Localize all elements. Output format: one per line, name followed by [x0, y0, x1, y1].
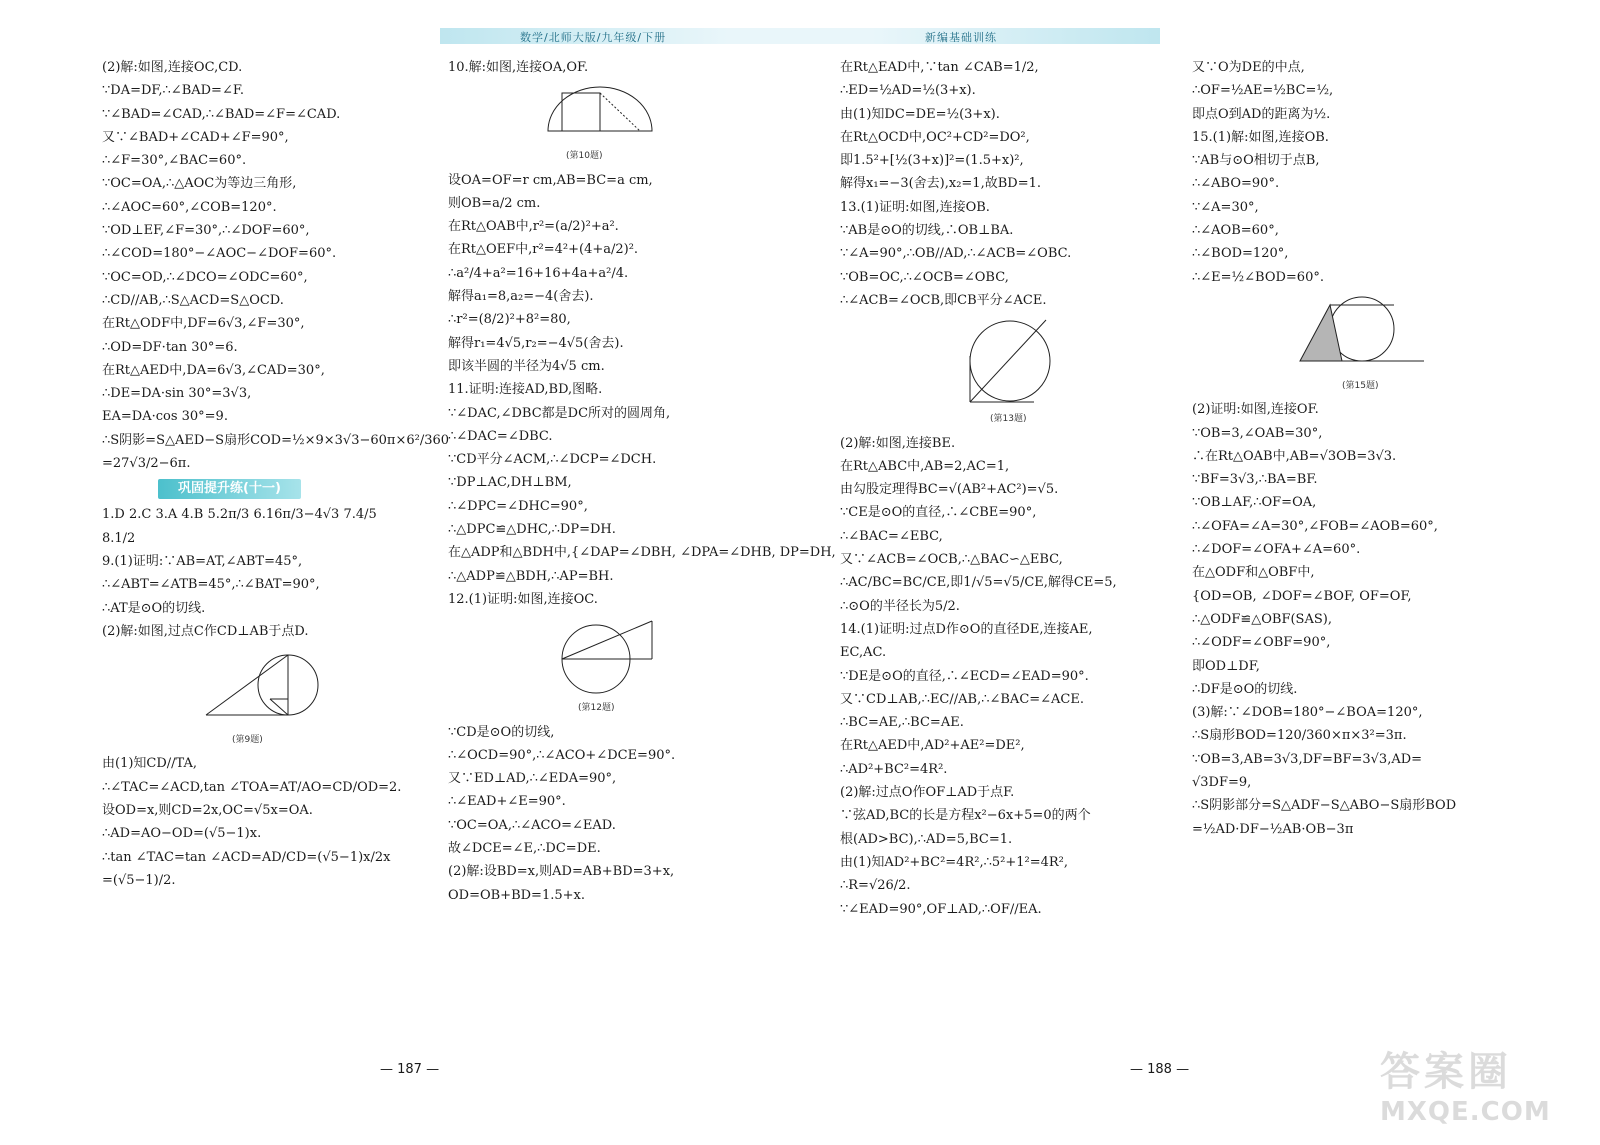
- text-line: 在Rt△EAD中,∵tan ∠CAB=1/2,: [840, 60, 1039, 75]
- text-line: =½AD·DF−½AB·OB−3π: [1192, 821, 1354, 837]
- text-line: 根(AD>BC),∴AD=5,BC=1.: [840, 831, 1013, 847]
- text-line: ∴在Rt△OAB中,AB=√3OB=3√3.: [1192, 448, 1397, 464]
- text-line: 又∵CD⊥AB,∴EC//AB,∴∠BAC=∠ACE.: [840, 691, 1085, 707]
- text-line: ∴AD²+BC²=4R².: [840, 761, 948, 777]
- text-line: ∴AC/BC=BC/CE,即1/√5=√5/CE,解得CE=5,: [840, 575, 1117, 591]
- figure-9-caption: (第9题): [232, 735, 263, 746]
- text-line: ∴∠TAC=∠ACD,tan ∠TOA=AT/AO=CD/OD=2.: [102, 779, 402, 795]
- text-line: ∴AD=AO−OD=(√5−1)x.: [102, 826, 262, 842]
- column-2: [448, 56, 836, 907]
- text-line: 1.D 2.C 3.A 4.B 5.2π/3 6.16π/3−4√3 7.4/5: [102, 507, 377, 523]
- text-line: ∵∠DAC,∠DBC都是DC所对的圆周角,: [448, 405, 671, 421]
- header-right: 新编基础训练: [925, 31, 997, 44]
- text-line: ∴∠AOC=60°,∠COB=120°.: [102, 199, 277, 215]
- text-line: (2)解:过点O作OF⊥AD于点F.: [840, 785, 1015, 801]
- text-line: 9.(1)证明:∵AB=AT,∠ABT=45°,: [102, 553, 303, 569]
- text-line: ∴∠DOF=∠OFA+∠A=60°.: [1192, 542, 1361, 558]
- text-line: 又∵∠BAD+∠CAD+∠F=90°,: [102, 129, 289, 145]
- figure-13: [950, 316, 1070, 406]
- text-line: ∴R=√26/2.: [840, 878, 911, 894]
- watermark-line1: 答案圈: [1380, 1049, 1512, 1095]
- text-line: ∴∠COD=180°−∠AOC−∠DOF=60°.: [102, 246, 337, 262]
- section-title: 巩固提升练(十一): [158, 479, 301, 499]
- watermark-line2: MXQE.COM: [1380, 1097, 1551, 1127]
- text-line: ∴∠ACB=∠OCB,即CB平分∠ACE.: [840, 292, 1047, 308]
- text-line: ∴DE=DA·sin 30°=3√3,: [102, 386, 252, 402]
- text-line: ∵∠A=30°,: [1192, 199, 1259, 215]
- text-line: ∵AB与⊙O相切于点B,: [1192, 153, 1320, 169]
- text-line: ∴⊙O的半径长为5/2.: [840, 598, 960, 614]
- header-banner: [440, 28, 1160, 44]
- text-line: ∴DF是⊙O的切线.: [1192, 681, 1298, 697]
- text-line: ∵∠EAD=90°,OF⊥AD,∴OF//EA.: [840, 901, 1042, 917]
- text-line: ∵OC=OA,∴△AOC为等边三角形,: [102, 176, 297, 192]
- figure-13-caption: (第13题): [990, 414, 1027, 425]
- figure-15: [1292, 293, 1432, 373]
- text-line: ∴CD//AB,∴S△ACD=S△OCD.: [102, 292, 284, 308]
- text-line: 在Rt△ABC中,AB=2,AC=1,: [840, 458, 1010, 474]
- text-line: ∴∠E=½∠BOD=60°.: [1192, 269, 1324, 285]
- text-line: 即点O到AD的距离为½.: [1192, 106, 1331, 122]
- figure-12: [548, 615, 668, 695]
- text-line: 在Rt△OCD中,OC²+CD²=DO²,: [840, 129, 1030, 145]
- header-left: 数学/北师大版/九年级/下册: [520, 31, 667, 44]
- text-line: ∵DA=DF,∴∠BAD=∠F.: [102, 83, 244, 99]
- text-line: ∴ED=½AD=½(3+x).: [840, 83, 976, 99]
- text-line: 13.(1)证明:如图,连接OB.: [840, 199, 990, 215]
- text-line: ∴∠ABO=90°.: [1192, 176, 1280, 192]
- text-line: ∵∠BAD=∠CAD,∴∠BAD=∠F=∠CAD.: [102, 106, 341, 122]
- page-number-left: — 187 —: [380, 1062, 440, 1077]
- figure-9: [198, 647, 338, 727]
- text-line: 由(1)知DC=DE=½(3+x).: [840, 106, 1000, 122]
- text-line: ∵OB=3,∠OAB=30°,: [1192, 425, 1323, 441]
- text-line: ∴∠BAC=∠EBC,: [840, 528, 943, 544]
- text-line: √3DF=9,: [1192, 775, 1252, 791]
- text-line: 解得a₁=8,a₂=−4(舍去).: [448, 289, 594, 305]
- text-line: ∴∠DAC=∠DBC.: [448, 428, 553, 444]
- text-line: 由勾股定理得BC=√(AB²+AC²)=√5.: [840, 482, 1059, 498]
- page-number-right: — 188 —: [1130, 1062, 1190, 1077]
- text-line: {OD=OB, ∠DOF=∠BOF, OF=OF,: [1192, 588, 1412, 604]
- text-line: 又∵∠ACB=∠OCB,∴△BAC∽△EBC,: [840, 552, 1063, 568]
- text-line: 8.1/2: [102, 530, 136, 546]
- text-line: ∴∠AOB=60°,: [1192, 223, 1279, 239]
- text-line: EC,AC.: [840, 645, 887, 661]
- text-line: OD=OB+BD=1.5+x.: [448, 887, 585, 903]
- text-line: (2)解:如图,连接BE.: [840, 435, 956, 451]
- text-line: 在Rt△ODF中,DF=6√3,∠F=30°,: [102, 316, 305, 332]
- text-line: 又∵ED⊥AD,∴∠EDA=90°,: [448, 771, 617, 787]
- text-line: ∵DP⊥AC,DH⊥BM,: [448, 475, 572, 491]
- text-line: 在Rt△OEF中,r²=4²+(4+a/2)².: [448, 242, 639, 258]
- text-line: (2)解:如图,过点C作CD⊥AB于点D.: [102, 623, 309, 639]
- text-line: ∴tan ∠TAC=tan ∠ACD=AD/CD=(√5−1)x/2x: [102, 849, 391, 865]
- text-line: 在△ODF和△OBF中,: [1192, 565, 1315, 581]
- text-line: 14.(1)证明:过点D作⊙O的直径DE,连接AE,: [840, 621, 1093, 637]
- text-line: ∴r²=(8/2)²+8²=80,: [448, 312, 571, 328]
- figure-10: [540, 83, 660, 143]
- text-line: 故∠DCE=∠E,∴DC=DE.: [448, 841, 601, 857]
- text-line: ∴△ODF≌△OBF(SAS),: [1192, 611, 1332, 627]
- text-line: ∴∠DPC=∠DHC=90°,: [448, 498, 588, 514]
- text-line: ∵AB是⊙O的切线,∴OB⊥BA.: [840, 223, 1014, 239]
- watermark: [1380, 1040, 1580, 1130]
- text-line: ∴∠ABT=∠ATB=45°,∴∠BAT=90°,: [102, 577, 320, 593]
- figure-15-caption: (第15题): [1342, 380, 1379, 391]
- text-line: ∵CD平分∠ACM,∴∠DCP=∠DCH.: [448, 452, 657, 468]
- text-line: ∴△ADP≌△BDH,∴AP=BH.: [448, 568, 614, 584]
- text-line: 设OD=x,则CD=2x,OC=√5x=OA.: [102, 803, 313, 819]
- text-line: ∵CE是⊙O的直径,∴∠CBE=90°,: [840, 505, 1037, 521]
- text-line: ∴△DPC≌△DHC,∴DP=DH.: [448, 522, 616, 538]
- text-line: 解得x₁=−3(舍去),x₂=1,故BD=1.: [840, 176, 1041, 192]
- text-line: ∵OD⊥EF,∠F=30°,∴∠DOF=60°,: [102, 223, 310, 239]
- text-line: ∴S阴影=S△AED−S扇形COD=½×9×3√3−60π×6²/360: [102, 432, 450, 448]
- text-line: 即1.5²+[½(3+x)]²=(1.5+x)²,: [840, 153, 1024, 169]
- text-line: (2)解:设BD=x,则AD=AB+BD=3+x,: [448, 864, 675, 880]
- text-line: 解得r₁=4√5,r₂=−4√5(舍去).: [448, 335, 624, 351]
- text-line: 12.(1)证明:如图,连接OC.: [448, 591, 598, 607]
- text-line: =27√3/2−6π.: [102, 456, 191, 472]
- text-line: ∴BC=AE,∴BC=AE.: [840, 715, 964, 731]
- text-line: ∴OF=½AE=½BC=½,: [1192, 83, 1334, 99]
- text-line: ∴∠EAD+∠E=90°.: [448, 794, 566, 810]
- text-line: 则OB=a/2 cm.: [448, 195, 541, 211]
- text-line: ∵OB⊥AF,∴OF=OA,: [1192, 495, 1317, 511]
- text-line: ∴OD=DF·tan 30°=6.: [102, 339, 238, 355]
- text-line: 在Rt△AED中,AD²+AE²=DE²,: [840, 738, 1025, 754]
- figure-10-caption: (第10题): [566, 151, 603, 162]
- text-line: (3)解:∵∠DOB=180°−∠BOA=120°,: [1192, 705, 1423, 721]
- text-line: ∴S阴影部分=S△ADF−S△ABO−S扇形BOD: [1192, 798, 1457, 814]
- text-line: ∴∠OFA=∠A=30°,∠FOB=∠AOB=60°,: [1192, 518, 1438, 534]
- text-line: 10.解:如图,连接OA,OF.: [448, 60, 589, 75]
- text-line: 即该半圆的半径为4√5 cm.: [448, 358, 605, 374]
- text-line: (2)证明:如图,连接OF.: [1192, 402, 1319, 418]
- text-line: ∵OC=OD,∴∠DCO=∠ODC=60°,: [102, 269, 308, 285]
- column-1: [102, 56, 450, 892]
- text-line: EA=DA·cos 30°=9.: [102, 409, 228, 425]
- text-line: ∵DE是⊙O的直径,∴∠ECD=∠EAD=90°.: [840, 668, 1089, 684]
- text-line: 即OD⊥DF,: [1192, 658, 1260, 674]
- text-line: ∴AT是⊙O的切线.: [102, 600, 206, 616]
- text-line: 在△ADP和△BDH中,{∠DAP=∠DBH, ∠DPA=∠DHB, DP=DH,: [448, 545, 836, 561]
- text-line: ∴S扇形BOD=120/360×π×3²=3π.: [1192, 728, 1407, 744]
- text-line: 在Rt△OAB中,r²=(a/2)²+a².: [448, 219, 619, 235]
- text-line: ∵OC=OA,∴∠ACO=∠EAD.: [448, 817, 616, 833]
- figure-12-caption: (第12题): [578, 703, 615, 714]
- text-line: 又∵O为DE的中点,: [1192, 60, 1305, 75]
- text-line: ∵BF=3√3,∴BA=BF.: [1192, 472, 1318, 488]
- column-3: [840, 56, 1180, 921]
- text-line: ∴∠ODF=∠OBF=90°,: [1192, 635, 1331, 651]
- text-line: 由(1)知CD//TA,: [102, 756, 198, 772]
- text-line: 设OA=OF=r cm,AB=BC=a cm,: [448, 172, 653, 188]
- text-line: ∵∠A=90°,∴OB//AD,∴∠ACB=∠OBC.: [840, 246, 1072, 262]
- text-line: ∵弦AD,BC的长是方程x²−6x+5=0的两个: [840, 808, 1091, 824]
- text-line: =(√5−1)/2.: [102, 872, 176, 888]
- text-line: ∴∠BOD=120°,: [1192, 246, 1289, 262]
- text-line: 由(1)知AD²+BC²=4R²,∴5²+1²=4R²,: [840, 854, 1069, 870]
- text-line: (2)解:如图,连接OC,CD.: [102, 60, 243, 75]
- text-line: 在Rt△AED中,DA=6√3,∠CAD=30°,: [102, 362, 325, 378]
- text-line: ∴a²/4+a²=16+16+4a+a²/4.: [448, 265, 629, 281]
- text-line: ∴∠F=30°,∠BAC=60°.: [102, 153, 247, 169]
- text-line: ∵CD是⊙O的切线,: [448, 724, 555, 740]
- text-line: 15.(1)解:如图,连接OB.: [1192, 129, 1329, 145]
- text-line: ∵OB=OC,∴∠OCB=∠OBC,: [840, 269, 1009, 285]
- text-line: 11.证明:连接AD,BD,图略.: [448, 382, 603, 398]
- column-4: [1192, 56, 1532, 841]
- text-line: ∵OB=3,AB=3√3,DF=BF=3√3,AD=: [1192, 751, 1423, 767]
- text-line: ∴∠OCD=90°,∴∠ACO+∠DCE=90°.: [448, 747, 676, 763]
